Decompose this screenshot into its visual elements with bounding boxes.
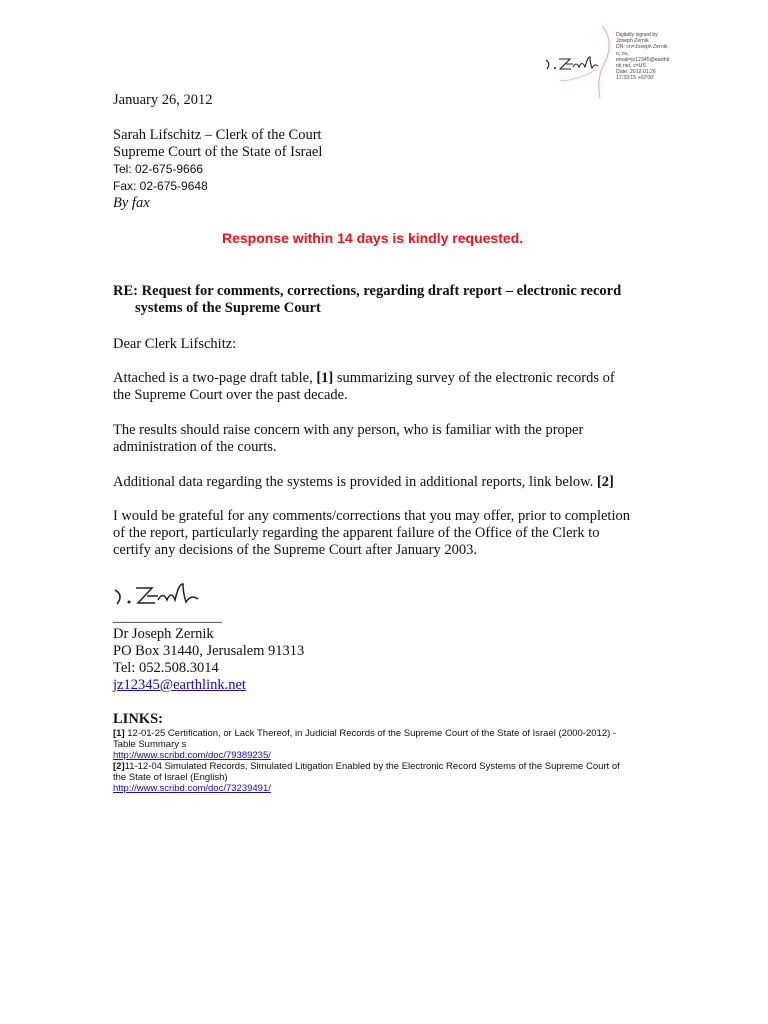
paragraph-2-line-1: The results should raise concern with any person, who is familiar with the proper bbox=[113, 422, 584, 438]
sender-address: PO Box 31440, Jerusalem 91313 bbox=[113, 643, 305, 659]
link-item-2 bbox=[113, 761, 620, 794]
paragraph-2 bbox=[113, 422, 583, 456]
sender-name: Dr Joseph Zernik bbox=[113, 626, 214, 642]
links-list bbox=[113, 728, 620, 794]
ds-line: Date: 2012.01.26 bbox=[616, 69, 656, 76]
salutation: Dear Clerk Lifschitz: bbox=[113, 336, 237, 352]
link-1-title-cont: Table Summary s bbox=[113, 739, 187, 750]
p1-text-a: Attached is a two-page draft table, bbox=[113, 370, 313, 386]
letter-date: January 26, 2012 bbox=[113, 92, 213, 108]
recipient-tel: Tel: 02-675-9666 bbox=[113, 162, 204, 176]
recipient-court: Supreme Court of the State of Israel bbox=[113, 144, 323, 160]
sender-block bbox=[113, 609, 304, 694]
delivery-method: By fax bbox=[113, 195, 150, 211]
paragraph-1 bbox=[113, 370, 615, 404]
p1-ref: [1] bbox=[316, 370, 334, 386]
link-2-ref: [2] bbox=[113, 761, 125, 772]
response-notice: Response within 14 days is kindly requested. bbox=[222, 230, 524, 246]
paragraph-4-line-2: of the report, particularly regarding the apparent failure of the Office of the Clerk to bbox=[113, 525, 600, 541]
link-2-url[interactable]: http://www.scribd.com/doc/73239491/ bbox=[113, 783, 271, 794]
signature-rule: _______________ bbox=[113, 609, 222, 625]
link-item-1 bbox=[113, 728, 620, 761]
recipient-fax: Fax: 02-675-9648 bbox=[113, 179, 208, 193]
ds-line: o, ou, bbox=[616, 50, 629, 57]
handwritten-signature bbox=[112, 580, 202, 612]
subject-block bbox=[113, 283, 621, 317]
ds-line: Digitally signed by bbox=[616, 32, 658, 38]
link-2-title-cont: the State of Israel (English) bbox=[113, 772, 228, 783]
recipient-block bbox=[113, 127, 322, 212]
paragraph-4-line-3: certify any decisions of the Supreme Court after January 2003. bbox=[113, 542, 478, 558]
ds-line: 17:33:15 +02'00' bbox=[616, 75, 655, 82]
subject-line-2: systems of the Supreme Court bbox=[135, 300, 321, 316]
subject-line-1: RE: Request for comments, corrections, regarding draft report – electronic record bbox=[113, 283, 622, 299]
signature-image-small bbox=[544, 54, 600, 74]
links-heading: LINKS: bbox=[113, 711, 163, 727]
link-1-title: 12-01-25 Certification, or Lack Thereof, in Judicial Records of the Supreme Court of the State of Israel (2000-2012) - bbox=[124, 728, 617, 739]
ds-line: email=jz12345@earthli bbox=[616, 56, 669, 63]
paragraph-4 bbox=[113, 508, 630, 559]
paragraph-2-line-2: administration of the courts. bbox=[113, 439, 277, 455]
p3-ref: [2] bbox=[596, 474, 614, 490]
ds-line: DN: cn=Joseph Zernik, bbox=[616, 44, 669, 51]
p3-text: Additional data regarding the systems is provided in additional reports, link below. bbox=[113, 474, 594, 490]
paragraph-3 bbox=[113, 474, 614, 491]
paragraph-1-line-2: the Supreme Court over the past decade. bbox=[113, 387, 348, 403]
digital-signature-block bbox=[540, 20, 680, 100]
link-2-title: 11-12-04 Simulated Records, Simulated Litigation Enabled by the Electronic Record Systems of the Supreme Court of bbox=[124, 761, 620, 772]
ds-line: Joseph Zernik bbox=[616, 38, 649, 45]
ds-line: nk.net, c=US bbox=[616, 63, 646, 70]
p1-text-b: summarizing survey of the electronic records of bbox=[336, 370, 615, 386]
sender-tel: Tel: 052.508.3014 bbox=[113, 660, 219, 676]
link-1-url[interactable]: http://www.scribd.com/doc/79389235/ bbox=[113, 750, 271, 761]
recipient-name: Sarah Lifschitz – Clerk of the Court bbox=[113, 127, 322, 143]
sender-email-link[interactable]: jz12345@earthlink.net bbox=[113, 677, 246, 693]
paragraph-1-line-1 bbox=[113, 370, 615, 387]
paragraph-4-line-1: I would be grateful for any comments/corrections that you may offer, prior to completion bbox=[113, 508, 630, 524]
link-1-ref: [1] bbox=[113, 728, 125, 739]
